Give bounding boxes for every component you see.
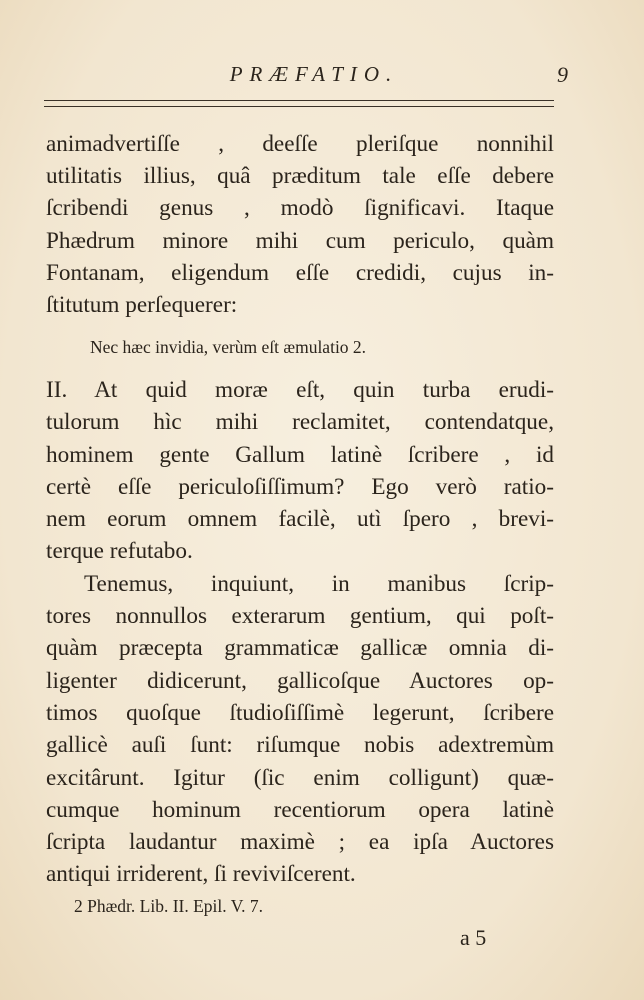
text-line: ligenter didicerunt, gallicoſque Auctores op- — [46, 667, 554, 694]
text-line: hominem gente Gallum latinè ſcribere , id — [46, 441, 554, 468]
text-line: tores nonnullos exterarum gentium, qui poſt- — [46, 603, 554, 630]
text-line: excitârunt. Igitur (ſic enim colligunt) quæ- — [46, 764, 554, 791]
text-line: antiqui irriderent, ſi reviviſcerent. — [46, 861, 356, 888]
text-line: II. At quid moræ eſt, quin turba erudi- — [46, 377, 554, 403]
text-line: ſcribendi genus , modò ſignificavi. Itaque — [46, 195, 554, 222]
signature-mark: a 5 — [460, 925, 487, 950]
text-line: ſcripta laudantur maximè ; ea ipſa Auctores — [46, 829, 554, 856]
running-title: PRÆFATIO. — [229, 62, 399, 86]
page-header — [44, 62, 568, 88]
text-line: quàm præcepta grammaticæ gallicæ omnia di- — [46, 635, 554, 662]
text-line: certè eſſe periculoſiſſimum? Ego verò ratio- — [46, 473, 554, 500]
verse-quotation: Nec hæc invidia, verùm eſt æmulatio 2. — [90, 337, 367, 357]
text-line: ſtitutum perſequerer: — [46, 292, 238, 319]
text-line: nem eorum omnem facilè, utì ſpero , brevi- — [46, 506, 554, 533]
text-line: utilitatis illius, quâ præditum tale eſſe debere — [46, 163, 554, 190]
footnote: 2 Phædr. Lib. II. Epil. V. 7. — [74, 896, 263, 916]
header-rule-thin — [44, 106, 554, 107]
text-line: cumque hominum recentiorum opera latinè — [46, 796, 554, 823]
text-line: Fontanam, eligendum eſſe credidi, cujus in- — [46, 259, 554, 286]
text-line: gallicè auſi ſunt: riſumque nobis adextremùm — [46, 732, 554, 759]
header-rule — [44, 100, 554, 101]
text-line: Phædrum minore mihi cum periculo, quàm — [46, 227, 554, 254]
paragraph-1 — [46, 128, 554, 321]
text-line: tulorum hìc mihi reclamitet, contendatque, — [46, 409, 554, 436]
section-2 — [46, 374, 554, 891]
text-line: terque refutabo. — [46, 538, 193, 565]
text-line: animadvertiſſe , deeſſe pleriſque nonnihil — [46, 131, 554, 157]
text-line: timos quoſque ſtudioſiſſimè legerunt, ſcribere — [46, 699, 554, 726]
text-line: Tenemus, inquiunt, in manibus ſcrip- — [84, 570, 554, 597]
page-number: 9 — [557, 62, 568, 87]
